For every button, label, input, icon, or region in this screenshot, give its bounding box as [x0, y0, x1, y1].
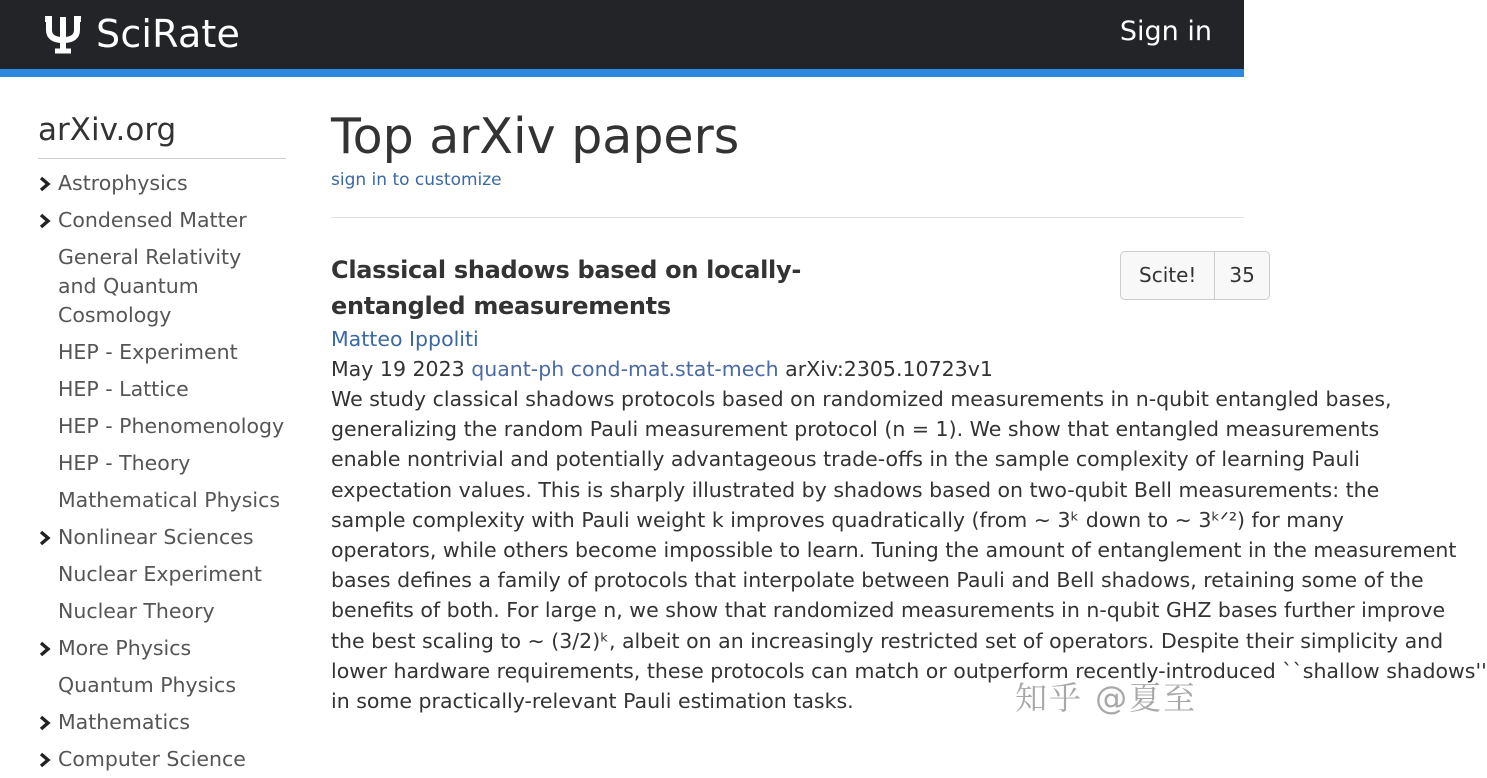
scite-button[interactable]: Scite!: [1121, 252, 1215, 299]
chevron-right-icon: [38, 530, 52, 546]
sidebar-item[interactable]: [38, 239, 286, 334]
sidebar-item[interactable]: [38, 334, 286, 371]
sidebar-item[interactable]: [38, 482, 286, 519]
sidebar-item-label: More Physics: [58, 636, 192, 660]
abstract-line: generalizing the random Pauli measurement protocol (n = 1). We show that entangled measurements: [331, 417, 1380, 442]
sidebar-item[interactable]: [38, 519, 286, 556]
sidebar-item[interactable]: [38, 445, 286, 482]
customize-link[interactable]: sign in to customize: [331, 170, 502, 190]
sidebar-item-label: Astrophysics: [58, 171, 188, 195]
abstract-line: in some practically-relevant Pauli estimation tasks.: [331, 689, 854, 714]
paper-abstract: [331, 384, 1487, 716]
sidebar-item-label: Nuclear Theory: [58, 599, 215, 623]
abstract-line: bases defines a family of protocols that interpolate between Pauli and Bell shadows, retaining some of the: [331, 568, 1424, 593]
abstract-line: benefits of both. For large n, we show that randomized measurements in n-qubit GHZ bases further improve: [331, 598, 1446, 623]
sidebar-item-label: HEP - Lattice: [58, 377, 189, 401]
sidebar-item-label: Condensed Matter: [58, 208, 247, 232]
watermark: 知乎 @夏至: [1015, 679, 1198, 717]
sidebar-item-label: Nuclear Experiment: [58, 562, 262, 586]
abstract-line: operators, while others become impossible to learn. Tuning the amount of entanglement in the measurement: [331, 538, 1457, 563]
sidebar-item[interactable]: [38, 165, 286, 202]
brand-name: SciRate: [96, 12, 241, 56]
sign-in-link[interactable]: Sign in: [1119, 16, 1212, 47]
category-link-primary[interactable]: quant-ph: [471, 357, 565, 381]
sidebar-item-label: Nonlinear Sciences: [58, 525, 254, 549]
chevron-right-icon: [38, 752, 52, 768]
chevron-right-icon: [38, 176, 52, 192]
paper-title[interactable]: Classical shadows based on locally-entangled measurements: [331, 256, 801, 320]
sidebar-item[interactable]: [38, 556, 286, 593]
sidebar-item[interactable]: [38, 630, 286, 667]
sidebar-item[interactable]: [38, 202, 286, 239]
paper-authors[interactable]: Matteo Ippoliti: [331, 327, 479, 351]
abstract-line: We study classical shadows protocols based on randomized measurements in n-qubit entangled bases,: [331, 387, 1392, 411]
sidebar-item-label: Computer Science: [58, 747, 246, 771]
sidebar-item[interactable]: [38, 593, 286, 630]
sidebar-item[interactable]: [38, 704, 286, 741]
brand-logo-link[interactable]: [40, 10, 240, 58]
accent-bar: [0, 69, 1244, 77]
sidebar-item-label: Mathematical Physics: [58, 488, 281, 512]
sidebar-item-label: Quantum Physics: [58, 673, 237, 697]
sidebar-item[interactable]: [38, 741, 286, 778]
section-divider: [331, 217, 1244, 218]
abstract-line: the best scaling to ∼ (3/2)ᵏ, albeit on an increasingly restricted set of operators. Despite their simplicity and: [331, 628, 1444, 653]
sidebar-item-label: Mathematics: [58, 710, 191, 734]
paper-entry: [331, 252, 1487, 716]
page-title: Top arXiv papers: [331, 108, 740, 165]
sidebar-item-label: General Relativity and Quantum Cosmology: [58, 245, 242, 327]
main-header: [331, 106, 1291, 190]
sidebar-title: arXiv.org: [38, 112, 286, 159]
abstract-line: expectation values. This is sharply illustrated by shadows based on two-qubit Bell measurements: the: [331, 477, 1380, 502]
chevron-right-icon: [38, 641, 52, 657]
category-list: [38, 165, 286, 778]
chevron-right-icon: [38, 213, 52, 229]
sidebar-item-label: HEP - Experiment: [58, 340, 238, 364]
chevron-right-icon: [38, 715, 52, 731]
sidebar: [38, 112, 286, 778]
abstract-line: lower hardware requirements, these protocols can match or outperform recently-introduced ``shallow shadows'': [331, 658, 1487, 683]
arxiv-id: arXiv:2305.10723v1: [785, 357, 993, 381]
sidebar-item[interactable]: [38, 408, 286, 445]
paper-meta: [331, 354, 1271, 384]
category-link-secondary[interactable]: cond-mat.stat-mech: [570, 357, 779, 381]
psi-logo-icon: [40, 14, 86, 54]
sidebar-item[interactable]: [38, 371, 286, 408]
scite-count: 35: [1229, 263, 1255, 287]
abstract-line: sample complexity with Pauli weight k improves quadratically (from ∼ 3ᵏ down to ∼ 3ᵏᐟ²) for many: [331, 507, 1344, 532]
sidebar-item-label: HEP - Theory: [58, 451, 191, 475]
paper-date: May 19 2023: [331, 357, 465, 381]
sidebar-item-label: HEP - Phenomenology: [58, 414, 285, 438]
sidebar-item[interactable]: [38, 667, 286, 704]
abstract-line: enable nontrivial and potentially advantageous trade-offs in the sample complexity of learning Pauli: [331, 447, 1360, 472]
